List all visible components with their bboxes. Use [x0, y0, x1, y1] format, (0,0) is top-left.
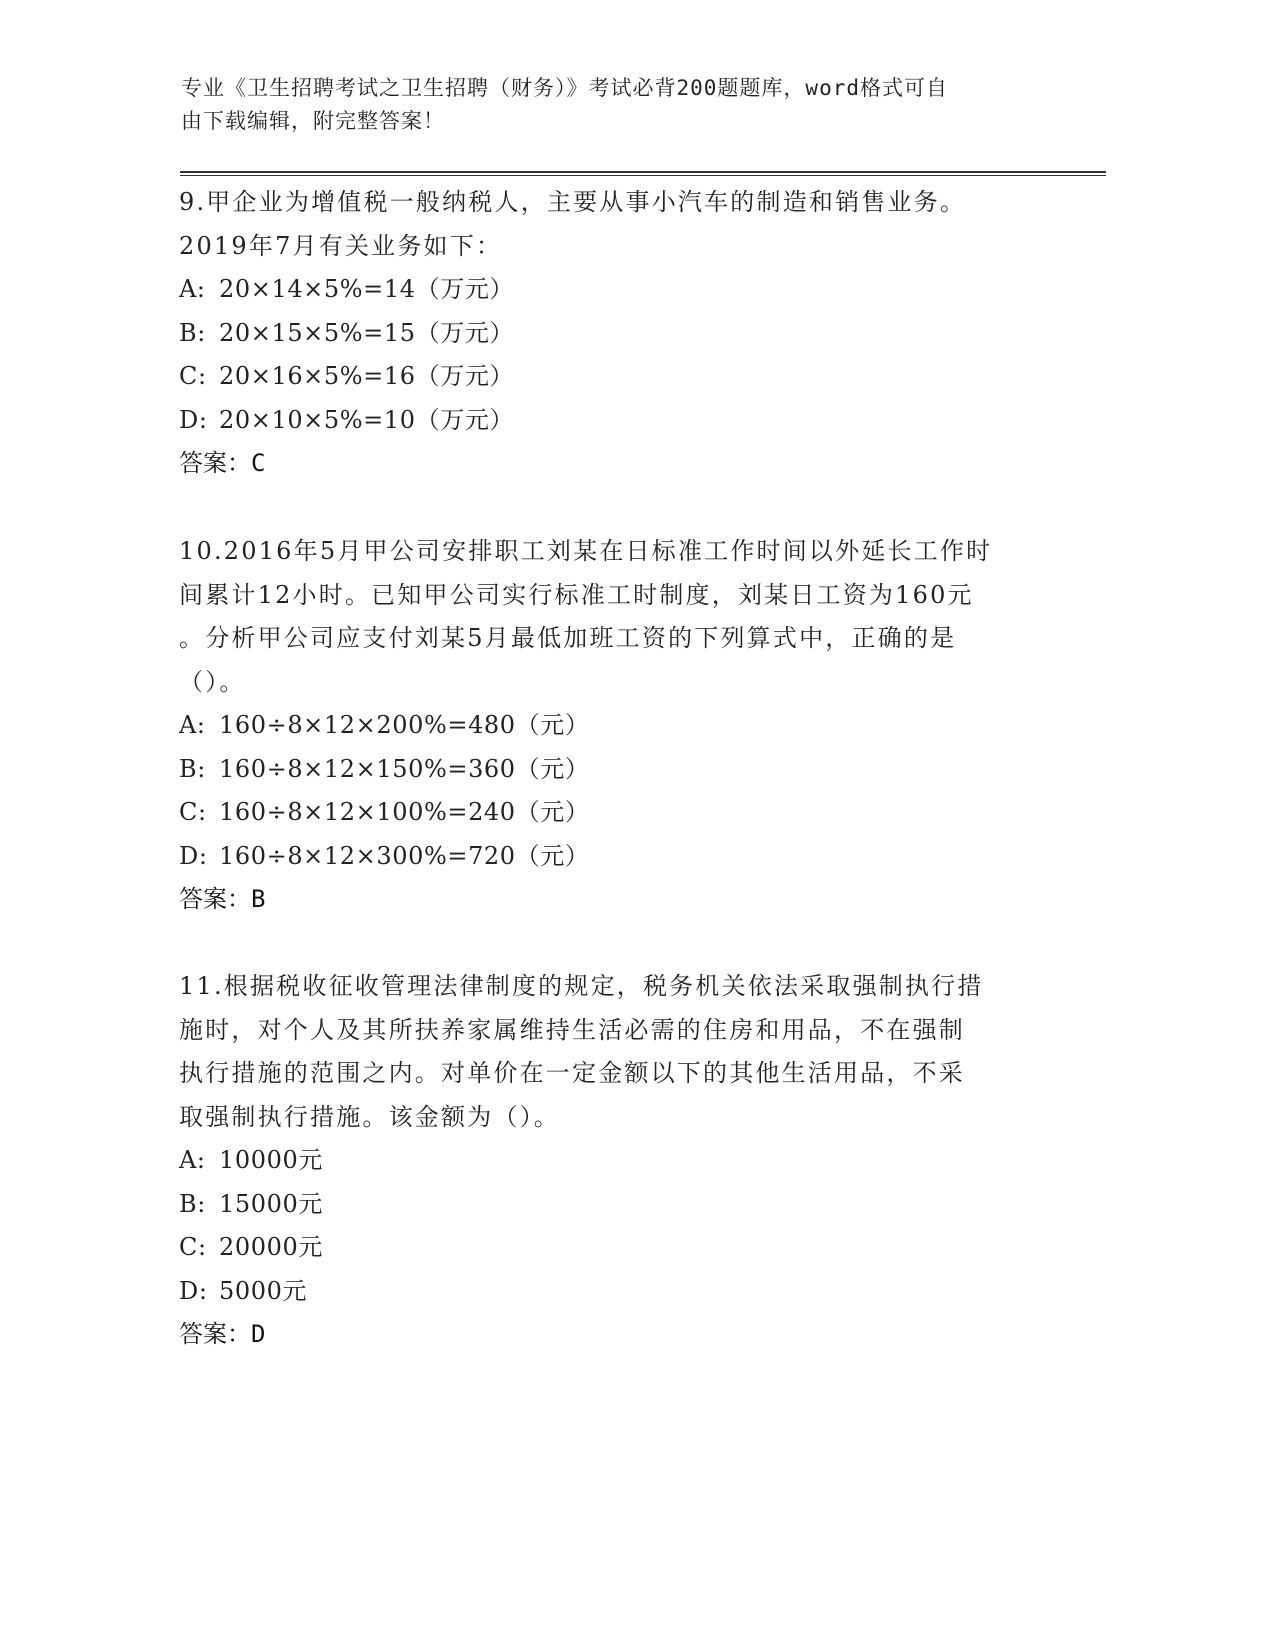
- option-d: [179, 399, 1049, 443]
- question-11: [179, 965, 1049, 1357]
- option-key: D:: [179, 405, 208, 434]
- option-text: 20×15×5%=15（万元）: [219, 318, 515, 347]
- option-text: 20000元: [219, 1233, 323, 1261]
- document-header: [181, 72, 1061, 138]
- option-key: B:: [179, 318, 206, 347]
- option-key: A:: [179, 711, 206, 739]
- option-d: [179, 835, 1049, 879]
- header-divider-thick: [180, 171, 1106, 173]
- answer-label: 答案：C: [179, 449, 266, 477]
- option-key: D:: [179, 1276, 208, 1305]
- header-line-1: 专业《卫生招聘考试之卫生招聘（财务）》考试必背200题题库，word格式可自: [181, 76, 948, 100]
- question-stem-line: 施时，对个人及其所扶养家属维持生活必需的住房和用品，不在强制: [179, 1015, 965, 1044]
- option-text: 10000元: [219, 1146, 323, 1174]
- option-text: 160÷8×12×150%=360（元）: [219, 754, 590, 783]
- question-stem-line: 间累计12小时。已知甲公司实行标准工时制度，刘某日工资为160元: [179, 580, 974, 609]
- option-key: D:: [179, 841, 208, 870]
- option-text: 5000元: [219, 1276, 308, 1305]
- option-text: 20×14×5%=14（万元）: [219, 275, 515, 303]
- question-9: [179, 181, 1049, 486]
- header-line-2: 由下载编辑，附完整答案！: [181, 109, 445, 133]
- question-10: [179, 530, 1049, 922]
- option-key: A:: [179, 1146, 206, 1174]
- option-key: B:: [179, 754, 206, 783]
- question-stem-line: 2019年7月有关业务如下：: [179, 231, 503, 260]
- question-stem-line: 9.甲企业为增值税一般纳税人，主要从事小汽车的制造和销售业务。: [179, 188, 967, 216]
- option-text: 20×10×5%=10（万元）: [219, 405, 515, 434]
- option-a: [179, 1139, 1049, 1183]
- question-stem-line: 。分析甲公司应支付刘某5月最低加班工资的下列算式中，正确的是: [179, 624, 957, 652]
- option-c: [179, 355, 1049, 399]
- answer-label: 答案：D: [179, 1320, 266, 1348]
- question-stem-line: （）。: [179, 667, 246, 696]
- option-text: 160÷8×12×200%=480（元）: [219, 711, 590, 739]
- option-c: [179, 791, 1049, 835]
- answer-label: 答案：B: [179, 885, 266, 913]
- option-text: 20×16×5%=16（万元）: [219, 362, 515, 390]
- option-d: [179, 1270, 1049, 1314]
- question-stem-line: 10.2016年5月甲公司安排职工刘某在日标准工作时间以外延长工作时: [179, 537, 993, 565]
- option-text: 160÷8×12×300%=720（元）: [219, 841, 590, 870]
- option-key: A:: [179, 275, 206, 303]
- option-a: [179, 704, 1049, 748]
- option-b: [179, 1183, 1049, 1227]
- question-stem-line: 11.根据税收征收管理法律制度的规定，税务机关依法采取强制执行措: [179, 972, 984, 1000]
- option-key: C:: [179, 1233, 207, 1261]
- option-b: [179, 748, 1049, 792]
- header-divider-thin: [180, 175, 1106, 176]
- option-text: 160÷8×12×100%=240（元）: [219, 798, 590, 826]
- question-stem-line: 取强制执行措施。该金额为（）。: [179, 1102, 560, 1131]
- option-c: [179, 1226, 1049, 1270]
- question-stem-line: 执行措施的范围之内。对单价在一定金额以下的其他生活用品，不采: [179, 1059, 965, 1087]
- option-a: [179, 268, 1049, 312]
- option-key: C:: [179, 798, 207, 826]
- option-key: B:: [179, 1189, 206, 1218]
- option-key: C:: [179, 362, 207, 390]
- option-b: [179, 312, 1049, 356]
- option-text: 15000元: [219, 1189, 323, 1218]
